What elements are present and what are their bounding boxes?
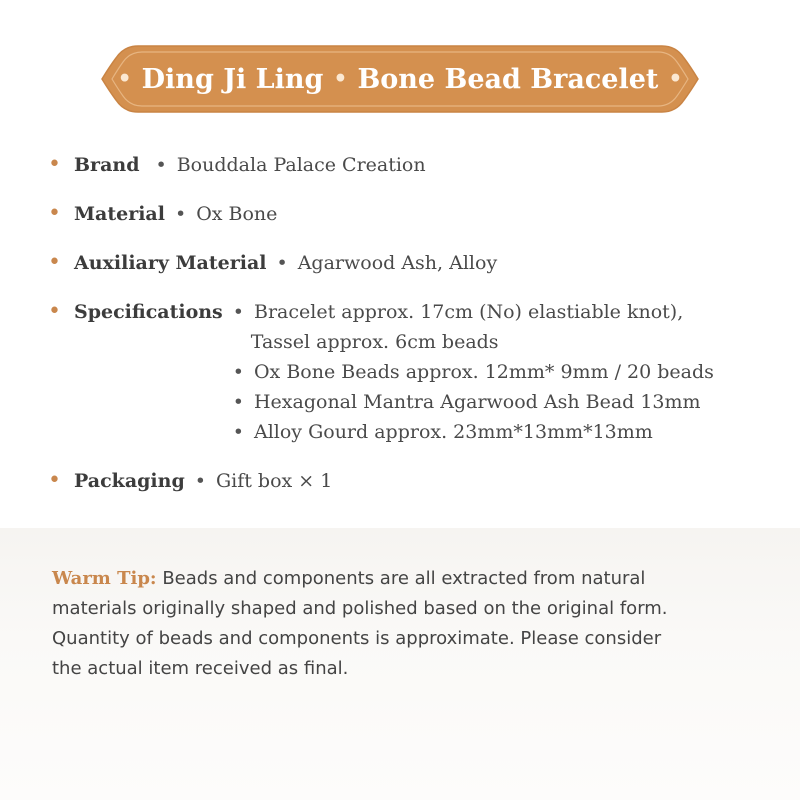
spec-list (48, 150, 768, 515)
tip-text-3: Quantity of beads and components is approximate. Please consider (52, 628, 662, 649)
spec-row-material (48, 199, 768, 229)
product-name-title: Bone Bead Bracelet (357, 63, 659, 95)
spec-row-brand (48, 150, 768, 180)
auxiliary-label: Auxiliary Material (74, 252, 267, 274)
tip-line (52, 564, 752, 594)
auxiliary-value: Agarwood Ash, Alloy (297, 252, 498, 274)
spec-line (233, 357, 714, 387)
brand-label: Brand (74, 154, 140, 176)
spec-oxbone-value: Ox Bone Beads approx. 12mm* 9mm / 20 beads (253, 361, 714, 383)
brand-value: Bouddala Palace Creation (176, 154, 426, 176)
tip-text-4: the actual item received as final. (52, 658, 349, 679)
bullet-icon: • (48, 152, 61, 177)
spec-mantra-value: Hexagonal Mantra Agarwood Ash Bead 13mm (253, 391, 701, 413)
separator-dot: • (232, 391, 244, 413)
packaging-value: Gift box × 1 (215, 470, 333, 492)
spec-tassel-value: Tassel approx. 6cm beads (250, 331, 499, 353)
spec-line (233, 327, 714, 357)
spec-row-specifications (48, 297, 768, 447)
tip-text-1: Beads and components are all extracted from natural (162, 568, 646, 589)
spec-line (233, 297, 714, 327)
separator-dot: • (232, 421, 244, 443)
bullet-icon: • (48, 468, 61, 493)
banner-dot-mid: • (333, 66, 348, 92)
warm-tip-label: Warm Tip: (52, 568, 157, 589)
separator-dot: • (194, 470, 206, 492)
separator-dot: • (232, 301, 244, 323)
packaging-label: Packaging (74, 470, 185, 492)
specifications-values (233, 297, 714, 447)
bullet-icon: • (48, 299, 61, 324)
banner-dot-right: • (668, 66, 683, 92)
spec-line (233, 387, 714, 417)
bullet-icon: • (48, 250, 61, 275)
spec-bracelet-value: Bracelet approx. 17cm (No) elastiable knot), (253, 301, 684, 323)
banner-title (100, 44, 700, 114)
warm-tip (52, 564, 752, 684)
spec-line (233, 417, 714, 447)
separator-dot: • (155, 154, 167, 176)
spec-row-auxiliary (48, 248, 768, 278)
bullet-icon: • (48, 201, 61, 226)
product-brand-title: Ding Ji Ling (141, 63, 324, 95)
spec-gourd-value: Alloy Gourd approx. 23mm*13mm*13mm (253, 421, 653, 443)
spec-row-packaging (48, 466, 768, 496)
separator-dot: • (174, 203, 187, 225)
banner-dot-left: • (117, 66, 132, 92)
material-label: Material (74, 203, 165, 225)
material-value: Ox Bone (196, 203, 278, 225)
specifications-label: Specifications (74, 301, 223, 323)
separator-dot: • (232, 361, 244, 383)
tip-text-2: materials originally shaped and polished based on the original form. (52, 598, 668, 619)
separator-dot: • (276, 252, 288, 274)
title-banner (100, 44, 700, 114)
